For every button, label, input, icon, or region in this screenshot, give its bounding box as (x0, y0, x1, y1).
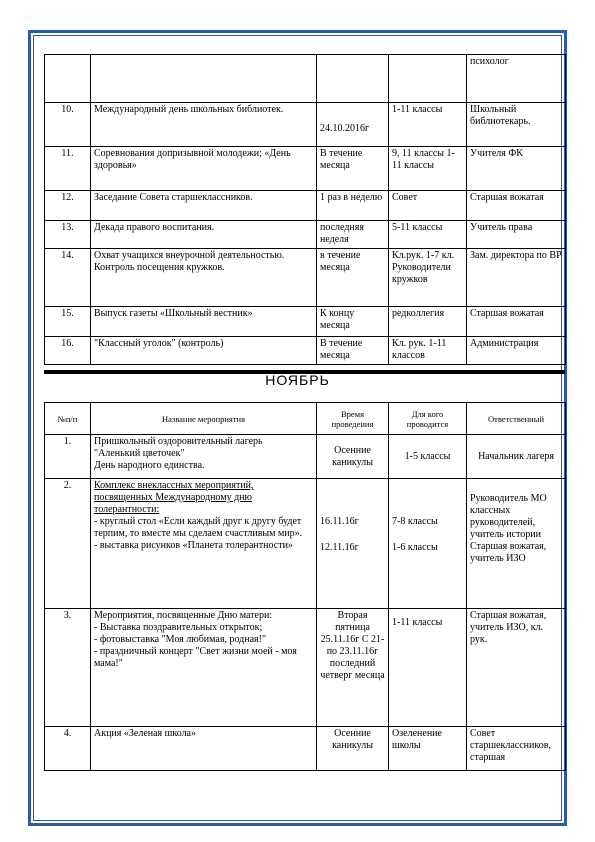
audience-cell: Совет (389, 191, 467, 221)
event-line: - праздничный концерт "Свет жизни моей - моя мама!" (94, 646, 297, 669)
time-cell: К концу месяца (317, 307, 389, 337)
row-number: 13. (45, 221, 91, 249)
time-cell: 24.10.2016г (317, 103, 389, 147)
table-row (45, 249, 566, 307)
time-cell: Осенние каникулы (317, 435, 389, 479)
time-cell (317, 479, 389, 609)
event-cell (91, 435, 317, 479)
header-audience: Для кого проводится (389, 403, 467, 435)
row-number: 3. (45, 609, 91, 727)
event-line: - Выставка поздравительных открыток; (94, 622, 263, 633)
responsible-cell: Начальник лагеря (467, 435, 566, 479)
table-row (45, 609, 566, 727)
audience-cell: 1-5 классы (389, 435, 467, 479)
table-row (45, 337, 566, 365)
event-title: Комплекс внеклассных мероприятий, посвященных Международному дню толерантности: (94, 480, 254, 515)
time-cell: последняя неделя (317, 221, 389, 249)
october-plan-table (44, 54, 566, 365)
time-cell: Осенние каникулы (317, 727, 389, 771)
event-cell (91, 609, 317, 727)
audience-cell: 1-11 классы (389, 609, 467, 727)
event-cell: Акция «Зеленая школа» (91, 727, 317, 771)
responsible-cell: Зам. директора по ВР (467, 249, 566, 307)
time-cell: Вторая пятница 25.11.16г С 21-по 23.11.16г последний четверг месяца (317, 609, 389, 727)
time-item: 12.11.16г (320, 542, 359, 553)
responsible-cell: Учителя ФК (467, 147, 566, 191)
table-row (45, 191, 566, 221)
row-number: 12. (45, 191, 91, 221)
time-item: 16.11.16г (320, 516, 359, 527)
audience-cell: Кл.рук. 1-7 кл. Руководители кружков (389, 249, 467, 307)
responsible-cell: Учитель права (467, 221, 566, 249)
responsible-cell: Старшая вожатая (467, 191, 566, 221)
event-cell: Охват учащихся внеурочной деятельностью. Контроль посещения кружков. (91, 249, 317, 307)
row-number: 16. (45, 337, 91, 365)
event-cell: Международный день школьных библиотек. (91, 103, 317, 147)
responsible-cell: Старшая вожатая, учитель ИЗО, кл. рук. (467, 609, 566, 727)
event-cell: Декада правого воспитания. (91, 221, 317, 249)
header-num: №п/п (45, 403, 91, 435)
time-cell: в течение месяца (317, 249, 389, 307)
responsible-cell: Совет старшеклассников, старшая (467, 727, 566, 771)
responsible-cell: Руководитель МО классных руководителей, учитель истории Старшая вожатая, учитель ИЗО (467, 479, 566, 609)
header-time: Время проведения (317, 403, 389, 435)
row-number: 10. (45, 103, 91, 147)
time-cell: 1 раз в неделю (317, 191, 389, 221)
event-line: Пришкольный оздоровительный лагерь (94, 436, 263, 447)
row-number: 2. (45, 479, 91, 609)
november-plan-table (44, 402, 566, 771)
audience-cell: редколлегия (389, 307, 467, 337)
audience-cell: Озеленение школы (389, 727, 467, 771)
row-number: 1. (45, 435, 91, 479)
table-row (45, 479, 566, 609)
table-row (45, 55, 566, 103)
row-number: 11. (45, 147, 91, 191)
time-cell: В течение месяца (317, 147, 389, 191)
header-event: Название мероприятия (91, 403, 317, 435)
table-row (45, 221, 566, 249)
audience-cell: Кл. рук. 1-11 классов (389, 337, 467, 365)
row-number: 15. (45, 307, 91, 337)
responsible-cell: Школьный библиотекарь. (467, 103, 566, 147)
audience-item: 7-8 классы (392, 516, 438, 527)
responsible-cell: Старшая вожатая (467, 307, 566, 337)
row-number: 14. (45, 249, 91, 307)
event-line: Мероприятия, посвященные Дню матери: (94, 610, 273, 621)
responsible-cell: Администрация (467, 337, 566, 365)
responsible-cell: психолог (467, 55, 566, 103)
event-item: - круглый стол «Если каждый друг к другу будет терпим, то вместе мы сделаем счастливым мир». (94, 516, 303, 539)
table-header-row (45, 403, 566, 435)
table-row (45, 103, 566, 147)
table-row (45, 307, 566, 337)
event-line: День народного единства. (94, 460, 205, 471)
header-responsible: Ответственный (467, 403, 566, 435)
table-row (45, 727, 566, 771)
audience-cell (389, 479, 467, 609)
table-row (45, 435, 566, 479)
event-line: "Аленький цветочек" (94, 448, 185, 459)
row-number: 4. (45, 727, 91, 771)
time-cell: В течение месяца (317, 337, 389, 365)
event-cell: Выпуск газеты «Школьный вестник» (91, 307, 317, 337)
audience-cell: 9, 11 классы 1-11 классы (389, 147, 467, 191)
event-line: - фотовыставка "Моя любимая, родная!" (94, 634, 267, 645)
event-item: - выставка рисунков «Планета толерантности» (94, 540, 293, 551)
event-cell: Заседание Совета старшеклассников. (91, 191, 317, 221)
audience-cell: 1-11 классы (389, 103, 467, 147)
event-cell: "Классный уголок" (контроль) (91, 337, 317, 365)
month-heading: НОЯБРЬ (265, 372, 330, 388)
event-cell (91, 479, 317, 609)
table-row (45, 147, 566, 191)
audience-cell: 5-11 классы (389, 221, 467, 249)
audience-item: 1-6 классы (392, 542, 438, 553)
event-cell: Соревнования допризывной молодежи; «День здоровья» (91, 147, 317, 191)
